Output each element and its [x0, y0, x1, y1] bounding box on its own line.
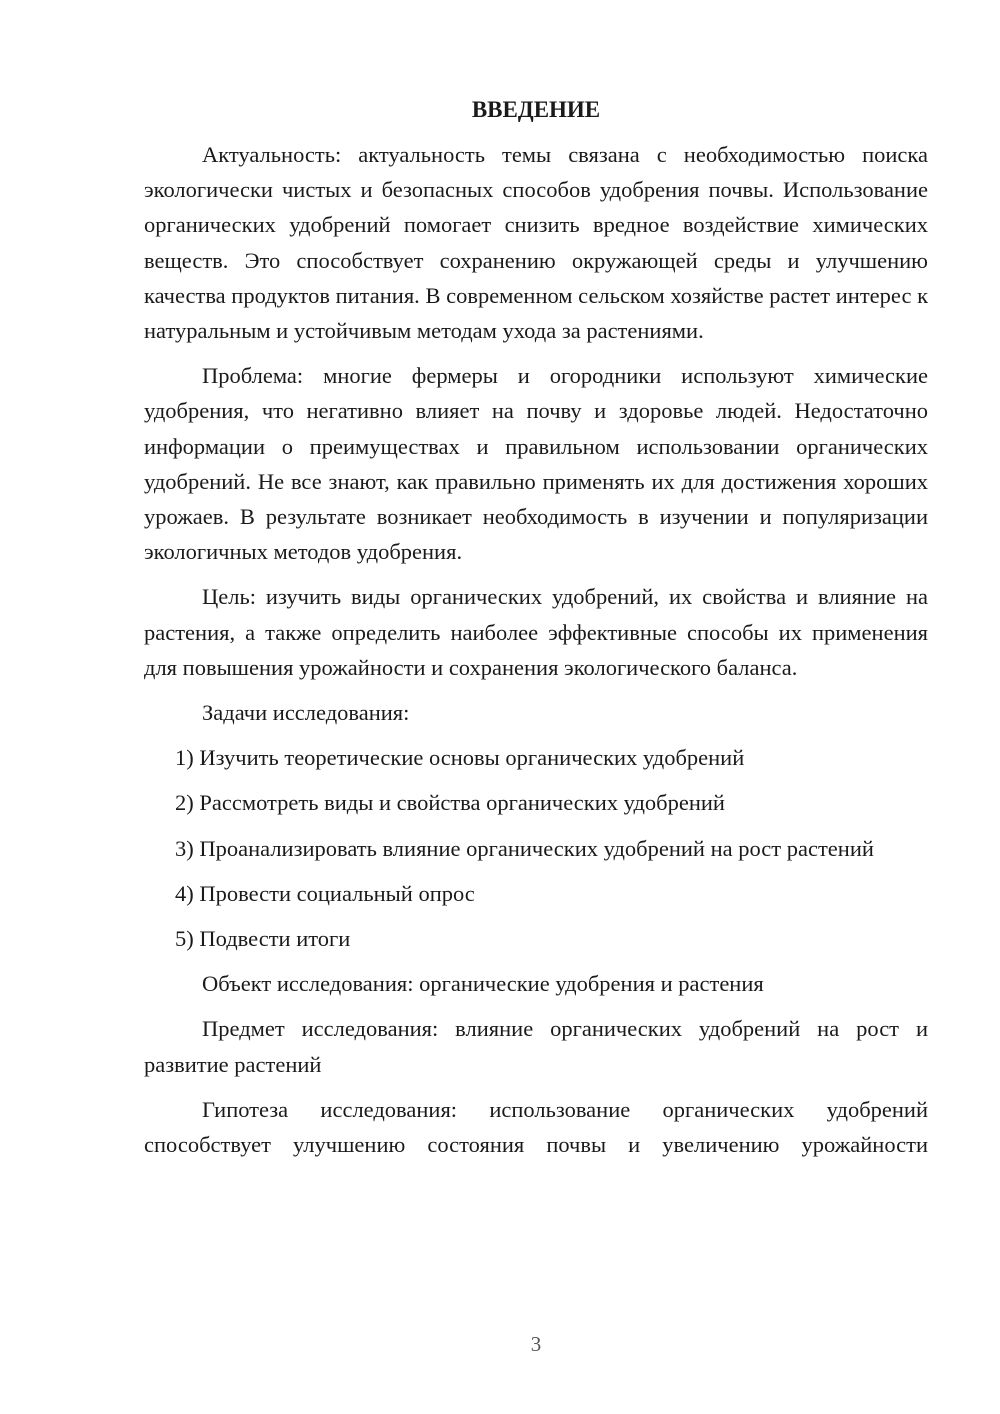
page-number: 3	[530, 1332, 542, 1356]
task-item-2: 2) Рассмотреть виды и свойства органических удобрений	[175, 790, 725, 816]
task-item-3: 3) Проанализировать влияние органических удобрений на рост растений	[175, 835, 874, 861]
tasks-heading: Задачи исследования:	[202, 700, 410, 726]
task-item-5: 5) Подвести итоги	[175, 926, 351, 952]
object-paragraph: Объект исследования: органические удобрения и растения	[202, 971, 764, 997]
task-item-1: 1) Изучить теоретические основы органических удобрений	[175, 745, 745, 771]
tasks-list	[144, 740, 928, 956]
hypothesis-paragraph: Гипотеза исследования: использование органических удобрений способствует улучшению состояния почвы и увеличению урожайности	[144, 1096, 928, 1158]
document-page	[144, 92, 928, 1172]
section-title: ВВЕДЕНИЕ	[471, 97, 601, 122]
goal-paragraph: Цель: изучить виды органических удобрений, их свойства и влияние на растения, а также определить наиболее эффективные способы их применения для повышения урожайности и сохранения экологического баланса.	[144, 584, 928, 680]
subject-paragraph: Предмет исследования: влияние органических удобрений на рост и развитие растений	[144, 1016, 928, 1077]
relevance-paragraph: Актуальность: актуальность темы связана с необходимостью поиска экологически чистых и безопасных способов удобрения почвы. Использование органических удобрений помогает снизить вредное воздействие химических веществ. Это способствует сохранению окружающей среды и улучшению качества продуктов питания. В современном сельском хозяйстве растет интерес к натуральным и устойчивым методам ухода за растениями.	[144, 142, 928, 344]
task-item-4: 4) Провести социальный опрос	[175, 880, 475, 906]
problem-paragraph: Проблема: многие фермеры и огородники используют химические удобрения, что негативно влияет на почву и здоровье людей. Недостаточно информации о преимуществах и правильном использовании органических удобрений. Не все знают, как правильно применять их для достижения хороших урожаев. В результате возникает необходимость в изучении и популяризации экологичных методов удобрения.	[144, 363, 928, 565]
